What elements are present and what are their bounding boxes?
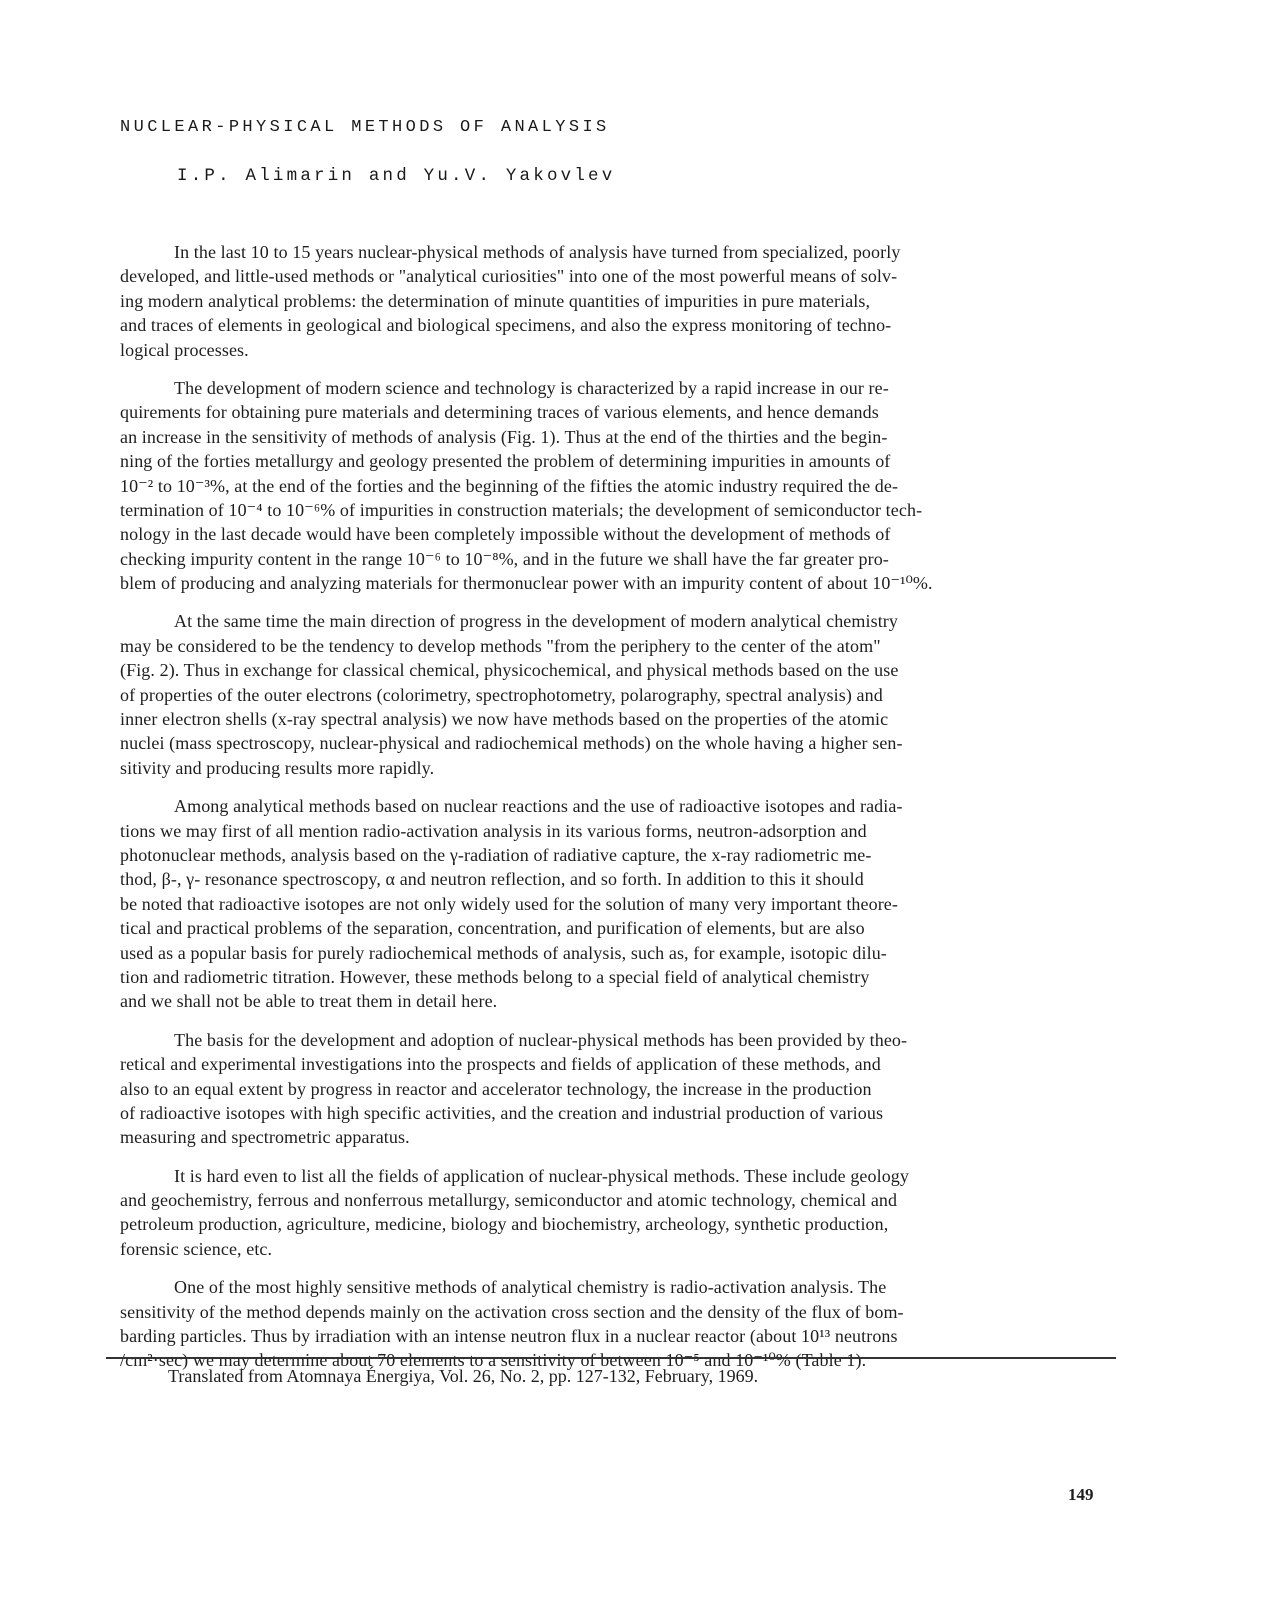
- text-line: nology in the last decade would have been completely impossible without the development of methods of: [120, 524, 891, 545]
- page-number: 149: [1068, 1485, 1094, 1504]
- article-title: NUCLEAR-PHYSICAL METHODS OF ANALYSIS: [120, 118, 610, 137]
- text-line: (Fig. 2). Thus in exchange for classical chemical, physicochemical, and physical methods based on the use: [120, 660, 899, 681]
- text-line: It is hard even to list all the fields of application of nuclear-physical methods. These include geology: [174, 1165, 910, 1186]
- text-line: One of the most highly sensitive methods of analytical chemistry is radio-activation analysis. The: [174, 1277, 887, 1298]
- text-line: of properties of the outer electrons (colorimetry, spectrophotometry, polarography, spectral analysis) and: [120, 684, 883, 705]
- text-line: nuclei (mass spectroscopy, nuclear-physical and radiochemical methods) on the whole having a higher sen-: [120, 733, 903, 754]
- text-line: The development of modern science and technology is characterized by a rapid increase in our re-: [174, 377, 889, 398]
- text-line: photonuclear methods, analysis based on the γ-radiation of radiative capture, the x-ray radiometric me-: [120, 844, 872, 865]
- text-line: an increase in the sensitivity of methods of analysis (Fig. 1). Thus at the end of the thirties and the begin-: [120, 426, 888, 447]
- text-line: and we shall not be able to treat them in detail here.: [120, 991, 498, 1012]
- text-line: developed, and little-used methods or "analytical curiosities" into one of the most powerful means of solv-: [120, 266, 898, 287]
- text-line: be noted that radioactive isotopes are not only widely used for the solution of many very important theore-: [120, 893, 898, 914]
- text-line: used as a popular basis for purely radiochemical methods of analysis, such as, for example, isotopic dilu-: [120, 942, 887, 963]
- text-line: sitivity and producing results more rapidly.: [120, 757, 435, 778]
- text-line: /cm²·sec) we may determine about 70 elements to a sensitivity of between 10⁻⁵ and 10⁻¹⁰% (Table 1).: [120, 1350, 867, 1371]
- text-line: and traces of elements in geological and biological specimens, and also the express monitoring of techno-: [120, 315, 892, 336]
- text-line: tion and radiometric titration. However, these methods belong to a special field of analytical chemistry: [120, 966, 870, 987]
- text-line: The basis for the development and adoption of nuclear-physical methods has been provided by theo-: [174, 1029, 908, 1050]
- text-line: In the last 10 to 15 years nuclear-physical methods of analysis have turned from specialized, poorly: [174, 242, 901, 262]
- text-line: may be considered to be the tendency to develop methods "from the periphery to the center of the atom": [120, 635, 881, 656]
- text-line: inner electron shells (x-ray spectral analysis) we now have methods based on the properties of the atomic: [120, 709, 889, 730]
- footnote-divider: [106, 1357, 1116, 1359]
- text-line: At the same time the main direction of progress in the development of modern analytical chemistry: [174, 611, 898, 632]
- article-body: [120, 240, 1120, 1387]
- paragraph: [120, 794, 1120, 1014]
- text-line: of radioactive isotopes with high specific activities, and the creation and industrial production of various: [120, 1102, 884, 1123]
- paragraph: [120, 609, 1120, 780]
- text-line: checking impurity content in the range 10⁻⁶ to 10⁻⁸%, and in the future we shall have the far greater pro-: [120, 548, 889, 569]
- translation-footnote: Translated from Atomnaya Énergiya, Vol. 26, No. 2, pp. 127-132, February, 1969.: [168, 1366, 759, 1386]
- text-line: ing modern analytical problems: the determination of minute quantities of impurities in pure materials,: [120, 290, 871, 311]
- text-line: 10⁻² to 10⁻³%, at the end of the forties and the beginning of the fifties the atomic industry required the de-: [120, 475, 899, 496]
- paragraph: [120, 1028, 1120, 1150]
- text-line: also to an equal extent by progress in reactor and accelerator technology, the increase in the production: [120, 1078, 872, 1099]
- text-line: termination of 10⁻⁴ to 10⁻⁶% of impurities in construction materials; the development of semiconductor tech-: [120, 499, 923, 520]
- text-line: barding particles. Thus by irradiation with an intense neutron flux in a nuclear reactor (about 10¹³ neutrons: [120, 1326, 898, 1347]
- text-line: tions we may first of all mention radio-activation analysis in its various forms, neutron-adsorption and: [120, 820, 867, 841]
- article-authors: I.P. Alimarin and Yu.V. Yakovlev: [177, 166, 616, 186]
- text-line: blem of producing and analyzing materials for thermonuclear power with an impurity content of about 10⁻¹⁰%.: [120, 573, 933, 594]
- text-line: tical and practical problems of the separation, concentration, and purification of elements, but are also: [120, 918, 865, 939]
- paragraph: [120, 376, 1120, 596]
- text-line: petroleum production, agriculture, medicine, biology and biochemistry, archeology, synthetic production,: [120, 1214, 889, 1235]
- text-line: logical processes.: [120, 339, 249, 360]
- text-line: ning of the forties metallurgy and geology presented the problem of determining impurities in amounts of: [120, 451, 891, 472]
- text-line: retical and experimental investigations into the prospects and fields of application of these methods, and: [120, 1054, 881, 1075]
- text-line: sensitivity of the method depends mainly on the activation cross section and the density of the flux of bom-: [120, 1301, 904, 1322]
- text-line: and geochemistry, ferrous and nonferrous metallurgy, semiconductor and atomic technology, chemical and: [120, 1190, 898, 1211]
- text-line: quirements for obtaining pure materials and determining traces of various elements, and hence demands: [120, 402, 879, 423]
- text-line: measuring and spectrometric apparatus.: [120, 1127, 410, 1148]
- text-line: Among analytical methods based on nuclear reactions and the use of radioactive isotopes and radia-: [174, 796, 903, 817]
- text-line: thod, β-, γ- resonance spectroscopy, α and neutron reflection, and so forth. In addition to this it should: [120, 869, 864, 890]
- paragraph: [120, 240, 1120, 362]
- text-line: forensic science, etc.: [120, 1238, 273, 1259]
- paragraph: [120, 1164, 1120, 1262]
